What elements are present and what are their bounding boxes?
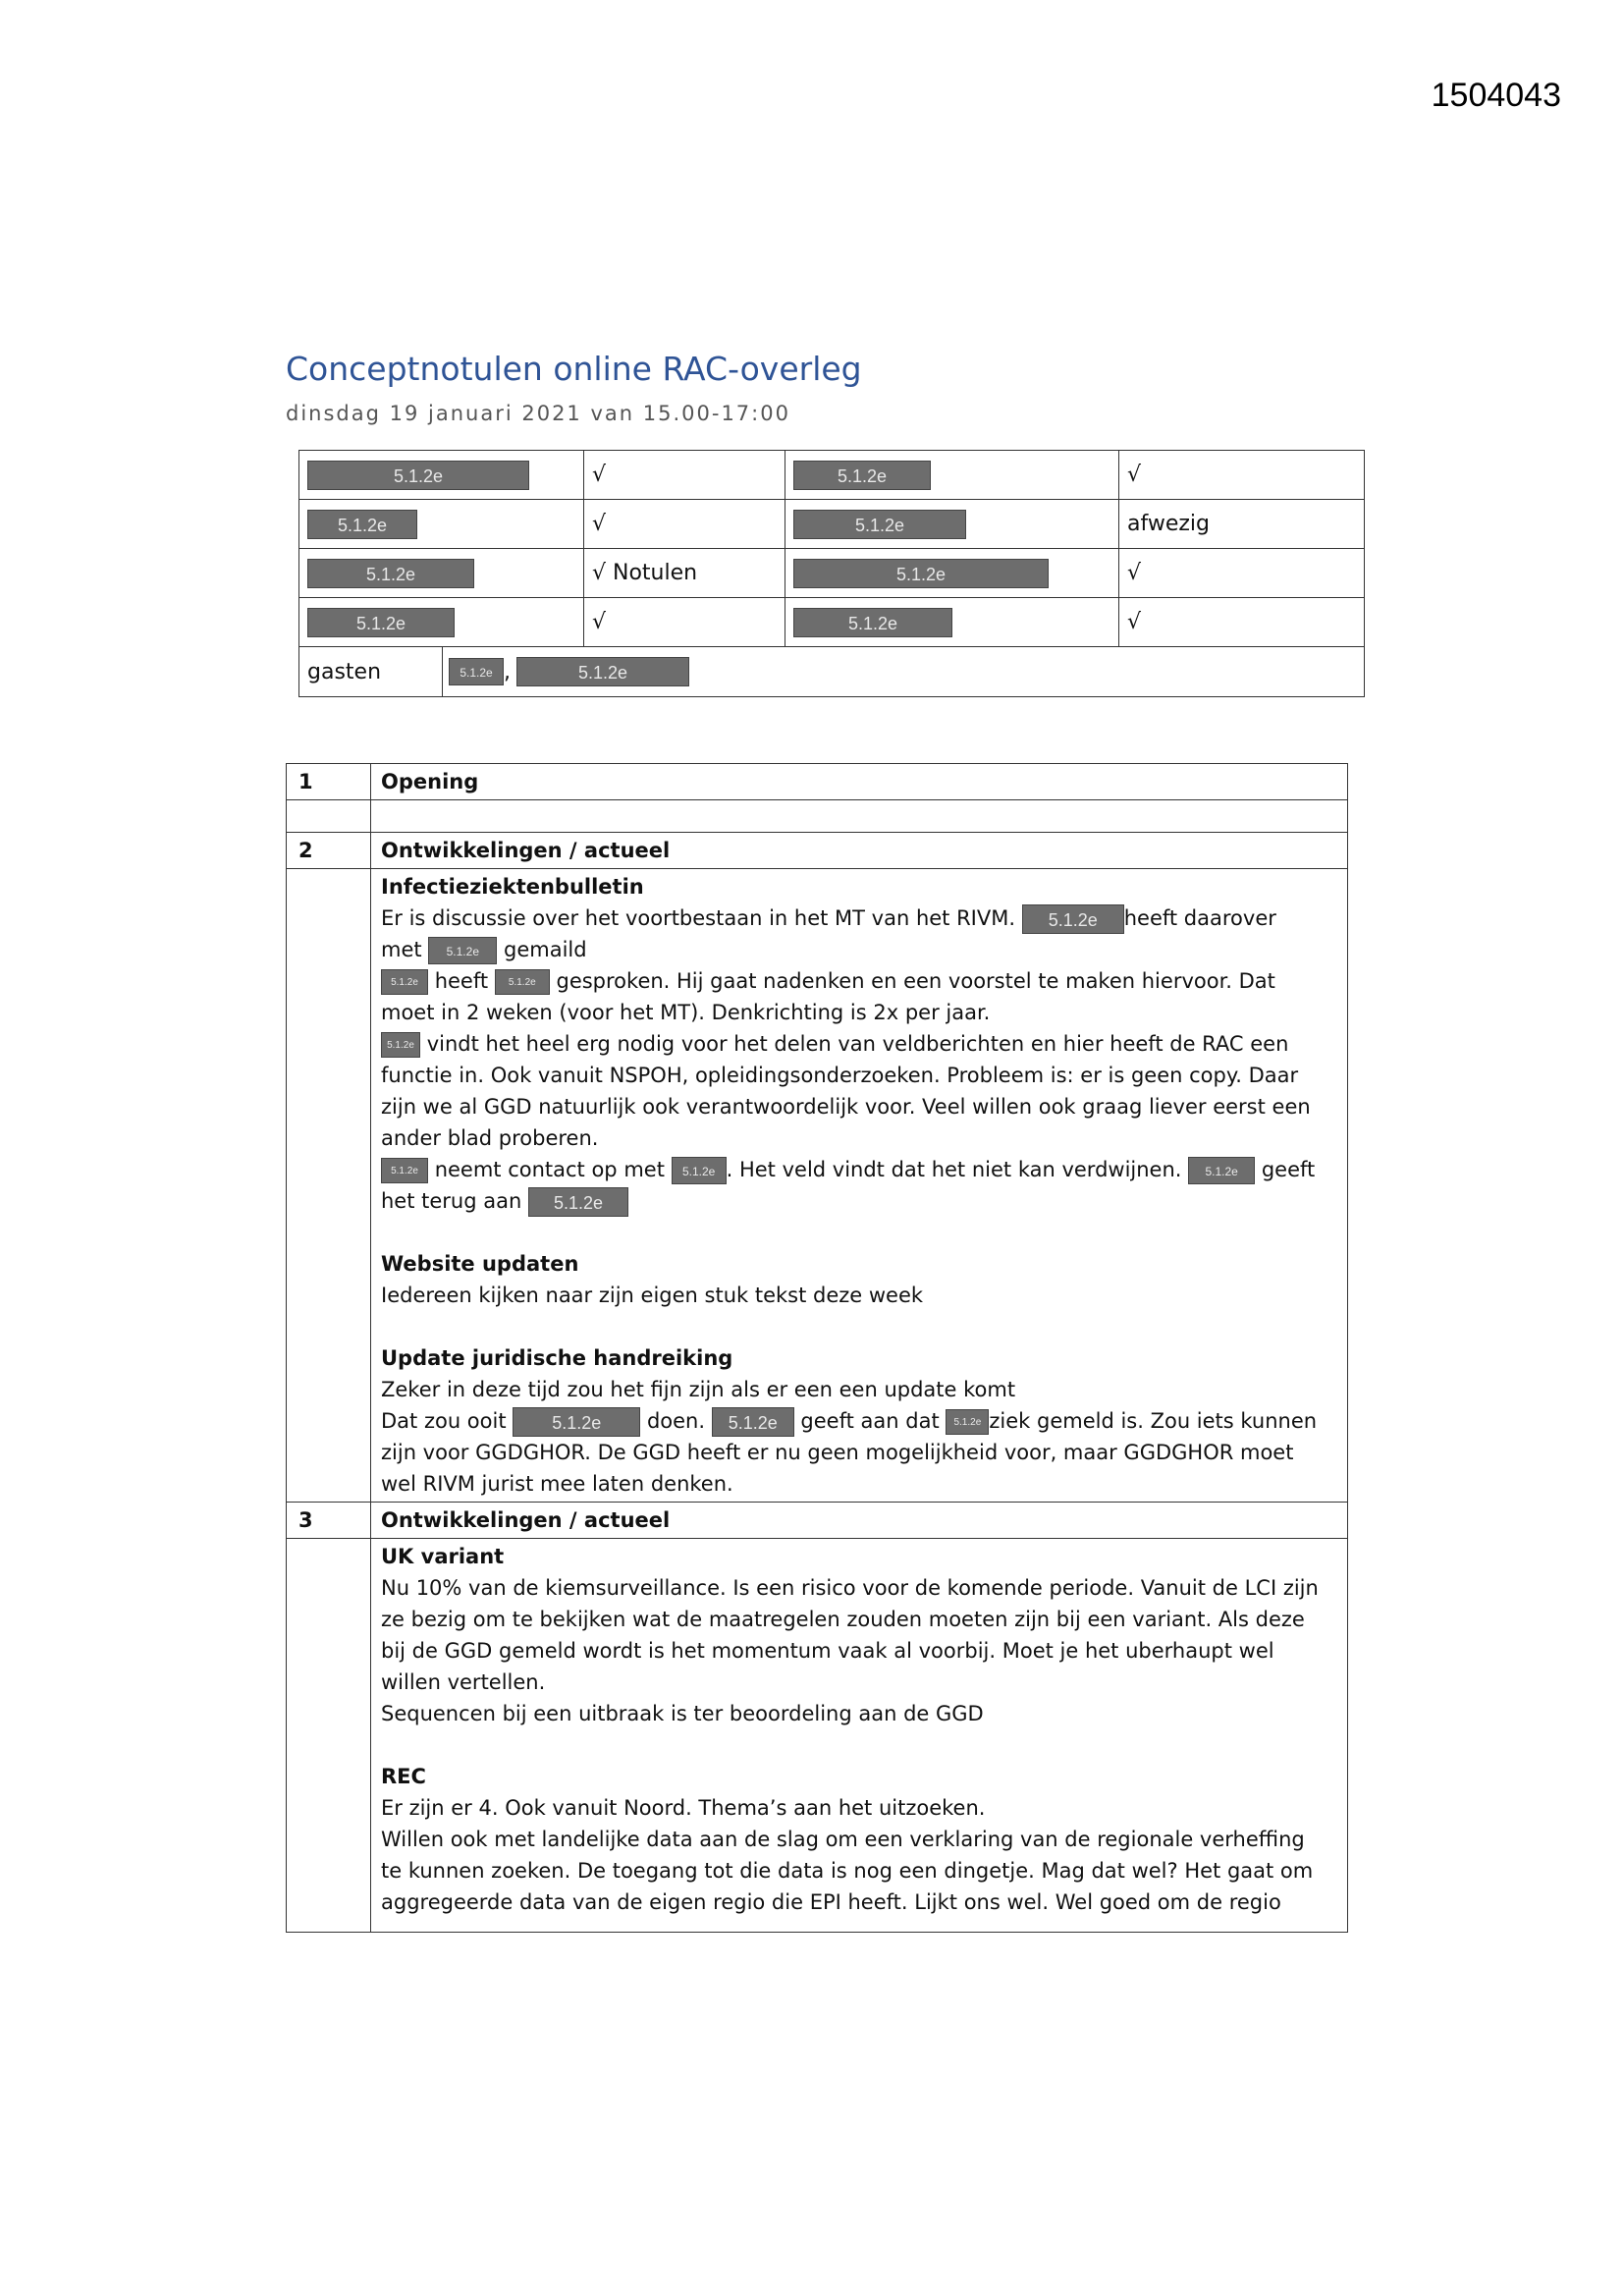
- guests-label: gasten: [299, 647, 443, 696]
- agenda-item-3-body: [287, 1539, 1348, 1933]
- minutes-line: met 5.1.2e gemaild: [381, 934, 1337, 965]
- redaction-block: 5.1.2e: [428, 937, 497, 964]
- agenda-title: Opening: [371, 764, 1348, 800]
- minutes-line: zijn we al GGD natuurlijk ook verantwoordelijk voor. Veel willen ook graag liever eerst een: [381, 1095, 1311, 1119]
- redaction-block: 5.1.2e: [307, 559, 474, 588]
- redaction-block: 5.1.2e: [793, 510, 966, 539]
- agenda-item-2-content: [371, 869, 1348, 1503]
- minutes-line: aggregeerde data van de eigen regio die EPI heeft. Lijkt ons wel. Wel goed om de regio: [381, 1890, 1281, 1914]
- page-title: Conceptnotulen online RAC-overleg: [286, 350, 862, 388]
- agenda-item-2-body: [287, 869, 1348, 1503]
- minutes-line: ze bezig om te bekijken wat de maatregelen zouden moeten zijn bij een variant. Als deze: [381, 1608, 1305, 1631]
- attendee-name-cell: [299, 598, 584, 647]
- minutes-line: Er is discussie over het voortbestaan in het MT van het RIVM. 5.1.2e heeft daarover: [381, 902, 1337, 934]
- section-heading: Update juridische handreiking: [381, 1346, 733, 1370]
- redaction-block: 5.1.2e: [381, 969, 428, 995]
- attendee-status: √: [584, 451, 785, 500]
- agenda-title: Ontwikkelingen / actueel: [371, 833, 1348, 869]
- agenda-item-3-header: [287, 1503, 1348, 1539]
- attendee-status: √: [1119, 451, 1365, 500]
- minutes-line: Er zijn er 4. Ook vanuit Noord. Thema’s aan het uitzoeken.: [381, 1796, 986, 1820]
- minutes-line: Sequencen bij een uitbraak is ter beoordeling aan de GGD: [381, 1702, 984, 1725]
- guests-row: [299, 647, 1365, 697]
- redaction-block: 5.1.2e: [528, 1187, 628, 1217]
- agenda-empty-row: [287, 800, 1348, 833]
- redaction-block: 5.1.2e: [495, 969, 550, 995]
- attendee-name-cell: [299, 451, 584, 500]
- redaction-block: 5.1.2e: [307, 608, 455, 637]
- minutes-line: functie in. Ook vanuit NSPOH, opleidingsonderzoeken. Probleem is: er is geen copy. Daar: [381, 1064, 1299, 1087]
- agenda-item-3-content: [371, 1539, 1348, 1933]
- attendance-row: [299, 598, 1365, 647]
- document-id: 1504043: [1431, 77, 1561, 114]
- minutes-line: moet in 2 weken (voor het MT). Denkrichting is 2x per jaar.: [381, 1001, 991, 1024]
- redaction-block: 5.1.2e: [307, 461, 529, 490]
- minutes-line: 5.1.2e heeft 5.1.2e gesproken. Hij gaat nadenken en een voorstel te maken hiervoor. Dat: [381, 965, 1337, 997]
- redaction-block: 5.1.2e: [672, 1157, 727, 1184]
- attendee-name-cell: [785, 451, 1119, 500]
- section-heading: REC: [381, 1765, 426, 1788]
- section-heading: Website updaten: [381, 1252, 579, 1276]
- minutes-line: Nu 10% van de kiemsurveillance. Is een risico voor de komende periode. Vanuit de LCI zijn: [381, 1576, 1319, 1600]
- redaction-block: 5.1.2e: [946, 1409, 989, 1435]
- minutes-line: Zeker in deze tijd zou het fijn zijn als er een een update komt: [381, 1378, 1016, 1401]
- agenda-number: 1: [287, 764, 371, 800]
- attendee-name-cell: [299, 549, 584, 598]
- minutes-line: 5.1.2e vindt het heel erg nodig voor het delen van veldberichten en hier heeft de RAC een: [381, 1028, 1337, 1060]
- attendee-status: afwezig: [1119, 500, 1365, 549]
- redaction-block: 5.1.2e: [793, 461, 931, 490]
- attendee-name-cell: [785, 598, 1119, 647]
- section-heading: UK variant: [381, 1545, 505, 1568]
- attendee-status: √: [584, 598, 785, 647]
- attendee-name-cell: [299, 500, 584, 549]
- minutes-line: Iedereen kijken naar zijn eigen stuk tekst deze week: [381, 1284, 924, 1307]
- attendance-row: [299, 549, 1365, 598]
- attendee-status: √: [1119, 598, 1365, 647]
- minutes-line: willen vertellen.: [381, 1670, 546, 1694]
- minutes-line: bij de GGD gemeld wordt is het momentum vaak al voorbij. Moet je het uberhaupt wel: [381, 1639, 1274, 1663]
- minutes-line: wel RIVM jurist mee laten denken.: [381, 1472, 733, 1496]
- agenda-number: 2: [287, 833, 371, 869]
- agenda-item-1: [287, 764, 1348, 800]
- agenda-number: 3: [287, 1503, 371, 1539]
- redaction-block: 5.1.2e: [516, 657, 689, 686]
- attendance-row: [299, 451, 1365, 500]
- minutes-line: het terug aan 5.1.2e: [381, 1185, 1337, 1217]
- attendee-name-cell: [785, 500, 1119, 549]
- minutes-line: 5.1.2e neemt contact op met 5.1.2e . Het veld vindt dat het niet kan verdwijnen. 5.1.2e geeft: [381, 1154, 1337, 1185]
- redaction-block: 5.1.2e: [1022, 904, 1124, 934]
- attendee-status: √: [1119, 549, 1365, 598]
- attendee-status: √ Notulen: [584, 549, 785, 598]
- attendee-name-cell: [785, 549, 1119, 598]
- redaction-block: 5.1.2e: [712, 1407, 794, 1437]
- redaction-block: 5.1.2e: [513, 1407, 640, 1437]
- minutes-line: te kunnen zoeken. De toegang tot die data is nog een dingetje. Mag dat wel? Het gaat om: [381, 1859, 1314, 1883]
- guests-separator: ,: [504, 659, 511, 684]
- minutes-line: ander blad proberen.: [381, 1126, 599, 1150]
- agenda-item-2-header: [287, 833, 1348, 869]
- attendee-status: √: [584, 500, 785, 549]
- minutes-line: zijn voor GGDGHOR. De GGD heeft er nu geen mogelijkheid voor, maar GGDGHOR moet: [381, 1441, 1294, 1464]
- redaction-block: 5.1.2e: [449, 658, 504, 685]
- agenda-table: [286, 763, 1348, 1933]
- attendance-table: [298, 450, 1365, 697]
- attendance-row: [299, 500, 1365, 549]
- minutes-line: Dat zou ooit 5.1.2e doen. 5.1.2e geeft aan dat 5.1.2e ziek gemeld is. Zou iets kunnen: [381, 1405, 1337, 1437]
- agenda-title: Ontwikkelingen / actueel: [371, 1503, 1348, 1539]
- redaction-block: 5.1.2e: [381, 1158, 428, 1183]
- redaction-block: 5.1.2e: [381, 1032, 420, 1058]
- redaction-block: 5.1.2e: [793, 559, 1049, 588]
- section-heading: Infectieziektenbulletin: [381, 875, 644, 899]
- meeting-date: dinsdag 19 januari 2021 van 15.00-17:00: [286, 402, 790, 425]
- redaction-block: 5.1.2e: [1188, 1157, 1255, 1184]
- minutes-line: Willen ook met landelijke data aan de slag om een verklaring van de regionale verheffing: [381, 1828, 1305, 1851]
- redaction-block: 5.1.2e: [307, 510, 417, 539]
- redaction-block: 5.1.2e: [793, 608, 952, 637]
